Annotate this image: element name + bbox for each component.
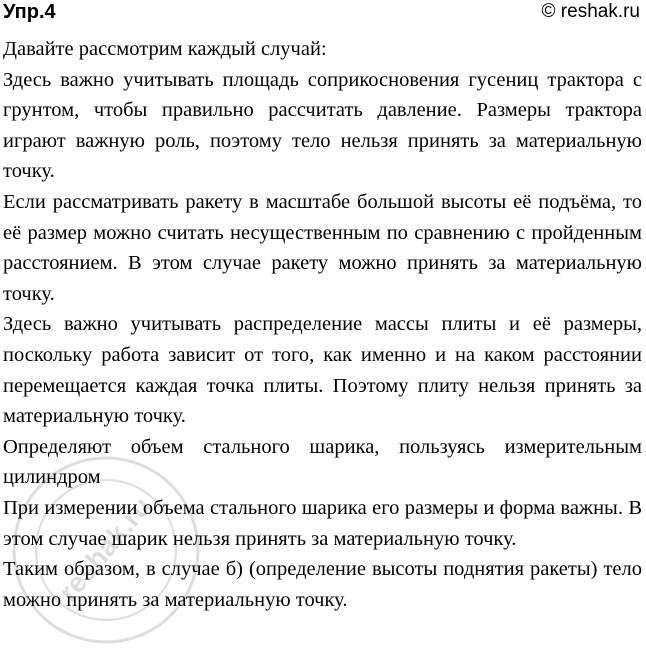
slab-paragraph: Здесь важно учитывать распределение массы плиты и её размеры, поскольку работа зависит от того, как именно и на каком расстоянии перемещается каждая точка плиты. Поэтому плиту нельзя принять за материальную точку. xyxy=(3,313,642,428)
page-header xyxy=(0,0,646,30)
copyright-notice: © reshak.ru xyxy=(541,1,640,22)
exercise-title: Упр.4 xyxy=(3,1,56,23)
tractor-paragraph: Здесь важно учитывать площадь соприкосновения гусениц трактора с грунтом, чтобы правильно рассчитать давление. Размеры трактора играют важную роль, поэтому тело нельзя принять за материальную точку. xyxy=(3,68,642,183)
ball-paragraph: При измерении объема стального шарика его размеры и форма важны. В этом случае шарик нельзя принять за материальную точку. xyxy=(3,496,642,550)
watermark-text: reshak.ru xyxy=(52,490,158,608)
solution-text xyxy=(3,34,642,615)
rocket-paragraph: Если рассматривать ракету в масштабе большой высоты её подъёма, то её размер можно считать несущественным по сравнению с пройденным расстоянием. В этом случае ракету можно принять за материальную точку. xyxy=(3,190,642,305)
ball-case-paragraph: Определяют объем стального шарика, пользуясь измерительным цилиндром xyxy=(3,435,642,489)
conclusion-paragraph: Таким образом, в случае б) (определение высоты поднятия ракеты) тело можно принять за материальную точку. xyxy=(3,558,642,611)
intro-paragraph: Давайте рассмотрим каждый случай: xyxy=(3,38,327,60)
